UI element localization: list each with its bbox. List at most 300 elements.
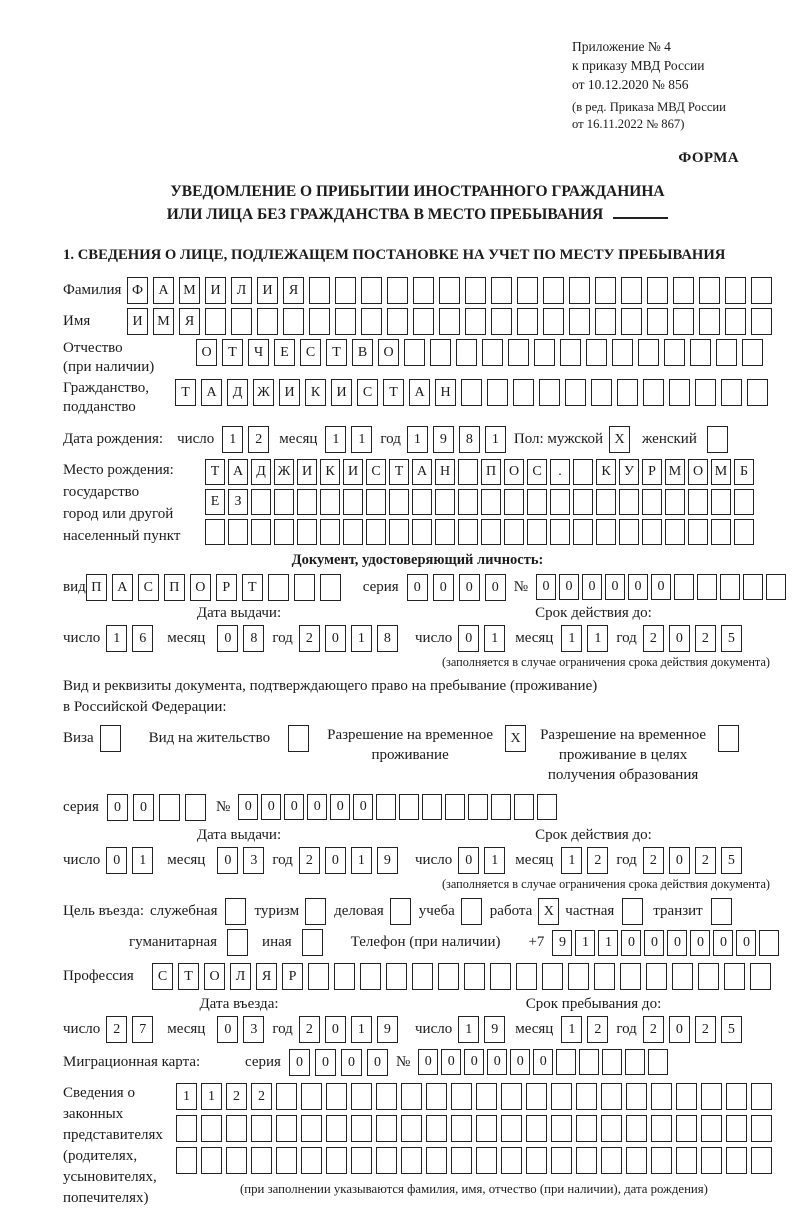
char-box[interactable] [595,308,616,335]
char-box[interactable]: Т [383,379,404,406]
char-box[interactable]: 1 [587,625,608,652]
char-box[interactable]: И [279,379,300,406]
char-box[interactable]: Т [242,574,263,601]
char-box[interactable] [602,1049,622,1075]
char-box[interactable] [690,339,711,366]
char-box[interactable]: П [164,574,185,601]
char-box[interactable]: 0 [325,847,346,874]
char-box[interactable]: 0 [605,574,625,600]
char-box[interactable]: Л [230,963,251,990]
char-box[interactable]: А [412,459,432,485]
char-box[interactable] [526,1115,547,1142]
char-box[interactable] [726,1147,747,1174]
char-box[interactable] [305,898,326,925]
char-box[interactable]: 2 [695,625,716,652]
char-box[interactable]: 0 [106,847,127,874]
char-box[interactable]: С [300,339,321,366]
char-box[interactable]: 0 [284,794,304,820]
char-box[interactable] [622,898,643,925]
char-box[interactable]: 0 [441,1049,461,1075]
char-box[interactable]: 3 [243,1016,264,1043]
char-box[interactable]: К [596,459,616,485]
char-box[interactable]: 3 [243,847,264,874]
char-box[interactable] [596,489,616,515]
char-box[interactable]: Ж [253,379,274,406]
char-box[interactable] [490,963,511,990]
char-box[interactable] [711,489,731,515]
char-box[interactable] [461,898,482,925]
char-box[interactable]: И [257,277,278,304]
char-box[interactable] [725,308,746,335]
char-box[interactable] [673,277,694,304]
char-box[interactable]: 0 [353,794,373,820]
char-box[interactable] [550,489,570,515]
char-box[interactable]: 1 [575,930,595,956]
char-box[interactable]: Е [274,339,295,366]
char-box[interactable] [294,574,315,601]
char-box[interactable]: 0 [133,794,154,821]
char-box[interactable]: 8 [243,625,264,652]
char-box[interactable]: У [619,459,639,485]
char-box[interactable] [302,929,323,956]
char-box[interactable] [451,1147,472,1174]
char-box[interactable] [276,1083,297,1110]
char-box[interactable]: 5 [721,1016,742,1043]
char-box[interactable]: 0 [341,1049,362,1076]
char-box[interactable]: 0 [669,625,690,652]
char-box[interactable] [725,277,746,304]
char-box[interactable] [201,1147,222,1174]
char-box[interactable] [621,308,642,335]
char-box[interactable]: 2 [643,847,664,874]
char-box[interactable] [664,339,685,366]
char-box[interactable]: Н [435,459,455,485]
char-box[interactable] [176,1147,197,1174]
char-box[interactable]: Л [231,277,252,304]
char-box[interactable] [387,308,408,335]
char-box[interactable]: 8 [377,625,398,652]
char-box[interactable] [185,794,206,821]
char-box[interactable]: 9 [484,1016,505,1043]
char-box[interactable] [601,1147,622,1174]
char-box[interactable] [527,489,547,515]
char-box[interactable]: Ж [274,459,294,485]
char-box[interactable]: 7 [132,1016,153,1043]
char-box[interactable]: 1 [201,1083,222,1110]
char-box[interactable] [642,519,662,545]
char-box[interactable] [625,1049,645,1075]
char-box[interactable]: З [228,489,248,515]
char-box[interactable]: 0 [510,1049,530,1075]
char-box[interactable]: 0 [669,1016,690,1043]
char-box[interactable]: А [409,379,430,406]
char-box[interactable]: 9 [552,930,572,956]
char-box[interactable] [297,489,317,515]
char-box[interactable]: 1 [484,625,505,652]
char-box[interactable]: П [86,574,107,601]
char-box[interactable] [759,930,779,956]
char-box[interactable]: 2 [106,1016,127,1043]
char-box[interactable] [569,308,590,335]
char-box[interactable] [481,489,501,515]
char-box[interactable]: X [609,426,630,453]
char-box[interactable] [439,308,460,335]
char-box[interactable]: 0 [307,794,327,820]
char-box[interactable] [621,277,642,304]
char-box[interactable] [301,1083,322,1110]
char-box[interactable]: 1 [485,426,506,453]
char-box[interactable] [642,489,662,515]
char-box[interactable] [458,459,478,485]
char-box[interactable] [360,963,381,990]
char-box[interactable] [386,963,407,990]
char-box[interactable]: 0 [458,847,479,874]
char-box[interactable] [366,489,386,515]
char-box[interactable] [376,794,396,820]
char-box[interactable] [326,1115,347,1142]
char-box[interactable]: Д [227,379,248,406]
char-box[interactable] [568,963,589,990]
char-box[interactable] [612,339,633,366]
char-box[interactable]: 1 [484,847,505,874]
char-box[interactable] [435,489,455,515]
char-box[interactable]: С [527,459,547,485]
char-box[interactable] [517,277,538,304]
char-box[interactable] [551,1147,572,1174]
char-box[interactable] [401,1083,422,1110]
char-box[interactable] [451,1115,472,1142]
char-box[interactable] [491,308,512,335]
char-box[interactable] [573,489,593,515]
char-box[interactable] [308,963,329,990]
char-box[interactable]: И [127,308,148,335]
char-box[interactable] [707,426,728,453]
char-box[interactable] [465,277,486,304]
char-box[interactable] [651,1115,672,1142]
char-box[interactable]: 0 [325,625,346,652]
char-box[interactable]: 0 [582,574,602,600]
char-box[interactable]: М [153,308,174,335]
char-box[interactable] [721,379,742,406]
char-box[interactable]: 2 [251,1083,272,1110]
char-box[interactable] [227,929,248,956]
char-box[interactable]: О [378,339,399,366]
char-box[interactable]: А [153,277,174,304]
char-box[interactable] [508,339,529,366]
char-box[interactable] [699,308,720,335]
char-box[interactable]: Н [435,379,456,406]
char-box[interactable]: 0 [651,574,671,600]
char-box[interactable] [718,725,739,752]
char-box[interactable]: С [357,379,378,406]
char-box[interactable] [274,519,294,545]
char-box[interactable] [413,308,434,335]
char-box[interactable]: 1 [325,426,346,453]
char-box[interactable] [430,339,451,366]
char-box[interactable] [376,1115,397,1142]
char-box[interactable] [343,519,363,545]
char-box[interactable]: И [343,459,363,485]
char-box[interactable] [751,1147,772,1174]
char-box[interactable] [404,339,425,366]
char-box[interactable] [464,963,485,990]
char-box[interactable]: 2 [695,1016,716,1043]
char-box[interactable]: Д [251,459,271,485]
char-box[interactable]: 0 [690,930,710,956]
char-box[interactable]: С [366,459,386,485]
char-box[interactable]: Т [175,379,196,406]
char-box[interactable]: А [201,379,222,406]
char-box[interactable] [676,1115,697,1142]
char-box[interactable] [251,1115,272,1142]
char-box[interactable]: 0 [621,930,641,956]
char-box[interactable] [461,379,482,406]
char-box[interactable] [647,308,668,335]
char-box[interactable] [576,1115,597,1142]
char-box[interactable]: И [331,379,352,406]
char-box[interactable] [504,489,524,515]
char-box[interactable]: 2 [587,847,608,874]
char-box[interactable]: 2 [643,625,664,652]
char-box[interactable] [747,379,768,406]
char-box[interactable]: 2 [226,1083,247,1110]
char-box[interactable] [751,1115,772,1142]
char-box[interactable] [276,1147,297,1174]
char-box[interactable]: 0 [217,625,238,652]
char-box[interactable]: 0 [669,847,690,874]
char-box[interactable]: К [320,459,340,485]
char-box[interactable] [638,339,659,366]
char-box[interactable] [751,308,772,335]
char-box[interactable] [401,1115,422,1142]
char-box[interactable] [176,1115,197,1142]
char-box[interactable] [517,308,538,335]
char-box[interactable] [413,277,434,304]
char-box[interactable]: 2 [299,847,320,874]
char-box[interactable] [482,339,503,366]
char-box[interactable] [673,308,694,335]
char-box[interactable]: 6 [132,625,153,652]
char-box[interactable] [422,794,442,820]
char-box[interactable] [376,1083,397,1110]
char-box[interactable] [251,489,271,515]
char-box[interactable] [361,308,382,335]
char-box[interactable] [539,379,560,406]
char-box[interactable] [361,277,382,304]
char-box[interactable] [501,1147,522,1174]
char-box[interactable] [301,1147,322,1174]
char-box[interactable] [579,1049,599,1075]
char-box[interactable] [451,1083,472,1110]
char-box[interactable]: 8 [459,426,480,453]
char-box[interactable] [672,963,693,990]
char-box[interactable] [201,1115,222,1142]
char-box[interactable] [476,1083,497,1110]
char-box[interactable]: 2 [299,1016,320,1043]
char-box[interactable] [669,379,690,406]
char-box[interactable]: 2 [643,1016,664,1043]
char-box[interactable]: Ф [127,277,148,304]
char-box[interactable] [527,519,547,545]
char-box[interactable]: 0 [533,1049,553,1075]
char-box[interactable] [366,519,386,545]
char-box[interactable] [268,574,289,601]
char-box[interactable] [573,519,593,545]
char-box[interactable]: Т [222,339,243,366]
char-box[interactable]: 0 [485,574,506,601]
char-box[interactable] [576,1083,597,1110]
char-box[interactable] [586,339,607,366]
char-box[interactable] [476,1147,497,1174]
char-box[interactable]: 1 [106,625,127,652]
char-box[interactable]: 0 [628,574,648,600]
char-box[interactable] [501,1115,522,1142]
char-box[interactable]: М [179,277,200,304]
char-box[interactable]: Ч [248,339,269,366]
char-box[interactable] [445,794,465,820]
char-box[interactable]: 1 [407,426,428,453]
char-box[interactable] [335,308,356,335]
char-box[interactable] [326,1147,347,1174]
char-box[interactable]: 1 [561,847,582,874]
char-box[interactable]: 9 [433,426,454,453]
char-box[interactable] [734,519,754,545]
char-box[interactable]: 0 [667,930,687,956]
char-box[interactable]: 1 [561,625,582,652]
char-box[interactable]: А [112,574,133,601]
char-box[interactable]: 5 [721,847,742,874]
char-box[interactable]: 1 [132,847,153,874]
char-box[interactable]: . [550,459,570,485]
char-box[interactable] [556,1049,576,1075]
char-box[interactable] [617,379,638,406]
char-box[interactable] [276,1115,297,1142]
char-box[interactable]: О [204,963,225,990]
char-box[interactable] [594,963,615,990]
char-box[interactable] [412,489,432,515]
char-box[interactable] [426,1147,447,1174]
char-box[interactable]: 0 [407,574,428,601]
char-box[interactable] [458,489,478,515]
char-box[interactable]: С [152,963,173,990]
char-box[interactable] [724,963,745,990]
char-box[interactable] [716,339,737,366]
char-box[interactable] [514,794,534,820]
char-box[interactable]: 1 [176,1083,197,1110]
char-box[interactable] [320,519,340,545]
char-box[interactable] [389,489,409,515]
char-box[interactable] [676,1147,697,1174]
char-box[interactable] [435,519,455,545]
char-box[interactable]: 0 [238,794,258,820]
char-box[interactable] [695,379,716,406]
char-box[interactable]: 9 [377,847,398,874]
char-box[interactable]: 0 [464,1049,484,1075]
char-box[interactable] [468,794,488,820]
char-box[interactable] [320,489,340,515]
char-box[interactable] [742,339,763,366]
char-box[interactable]: Я [256,963,277,990]
char-box[interactable]: Т [389,459,409,485]
char-box[interactable]: 1 [351,1016,372,1043]
char-box[interactable] [465,308,486,335]
char-box[interactable]: Р [216,574,237,601]
char-box[interactable]: 0 [458,625,479,652]
char-box[interactable]: 2 [248,426,269,453]
char-box[interactable] [626,1083,647,1110]
char-box[interactable] [456,339,477,366]
char-box[interactable] [766,574,786,600]
char-box[interactable]: О [688,459,708,485]
char-box[interactable]: Р [282,963,303,990]
char-box[interactable]: 1 [351,625,372,652]
char-box[interactable]: 0 [217,847,238,874]
char-box[interactable]: 9 [377,1016,398,1043]
char-box[interactable] [376,1147,397,1174]
char-box[interactable]: К [305,379,326,406]
char-box[interactable] [226,1115,247,1142]
char-box[interactable] [651,1147,672,1174]
char-box[interactable] [751,1083,772,1110]
char-box[interactable] [159,794,180,821]
char-box[interactable] [726,1083,747,1110]
char-box[interactable]: 0 [433,574,454,601]
char-box[interactable]: 0 [644,930,664,956]
char-box[interactable] [543,308,564,335]
char-box[interactable] [619,519,639,545]
char-box[interactable] [274,489,294,515]
char-box[interactable]: 0 [736,930,756,956]
char-box[interactable]: 1 [351,847,372,874]
char-box[interactable]: О [190,574,211,601]
char-box[interactable] [301,1115,322,1142]
char-box[interactable]: П [481,459,501,485]
char-box[interactable] [551,1083,572,1110]
char-box[interactable] [426,1115,447,1142]
char-box[interactable] [601,1115,622,1142]
char-box[interactable]: 0 [487,1049,507,1075]
char-box[interactable] [565,379,586,406]
char-box[interactable] [626,1147,647,1174]
char-box[interactable] [646,963,667,990]
char-box[interactable]: 0 [459,574,480,601]
char-box[interactable]: 2 [695,847,716,874]
char-box[interactable] [688,489,708,515]
char-box[interactable]: А [228,459,248,485]
char-box[interactable] [560,339,581,366]
char-box[interactable]: 1 [458,1016,479,1043]
char-box[interactable] [596,519,616,545]
char-box[interactable] [688,519,708,545]
char-box[interactable] [335,277,356,304]
char-box[interactable] [551,1115,572,1142]
char-box[interactable] [601,1083,622,1110]
char-box[interactable]: 0 [559,574,579,600]
char-box[interactable] [251,1147,272,1174]
char-box[interactable]: В [352,339,373,366]
char-box[interactable] [390,898,411,925]
char-box[interactable]: 0 [330,794,350,820]
char-box[interactable] [297,519,317,545]
char-box[interactable]: И [205,277,226,304]
char-box[interactable]: 0 [107,794,128,821]
char-box[interactable] [226,1147,247,1174]
char-box[interactable] [257,308,278,335]
char-box[interactable] [504,519,524,545]
char-box[interactable]: Т [326,339,347,366]
char-box[interactable] [251,519,271,545]
char-box[interactable] [534,339,555,366]
